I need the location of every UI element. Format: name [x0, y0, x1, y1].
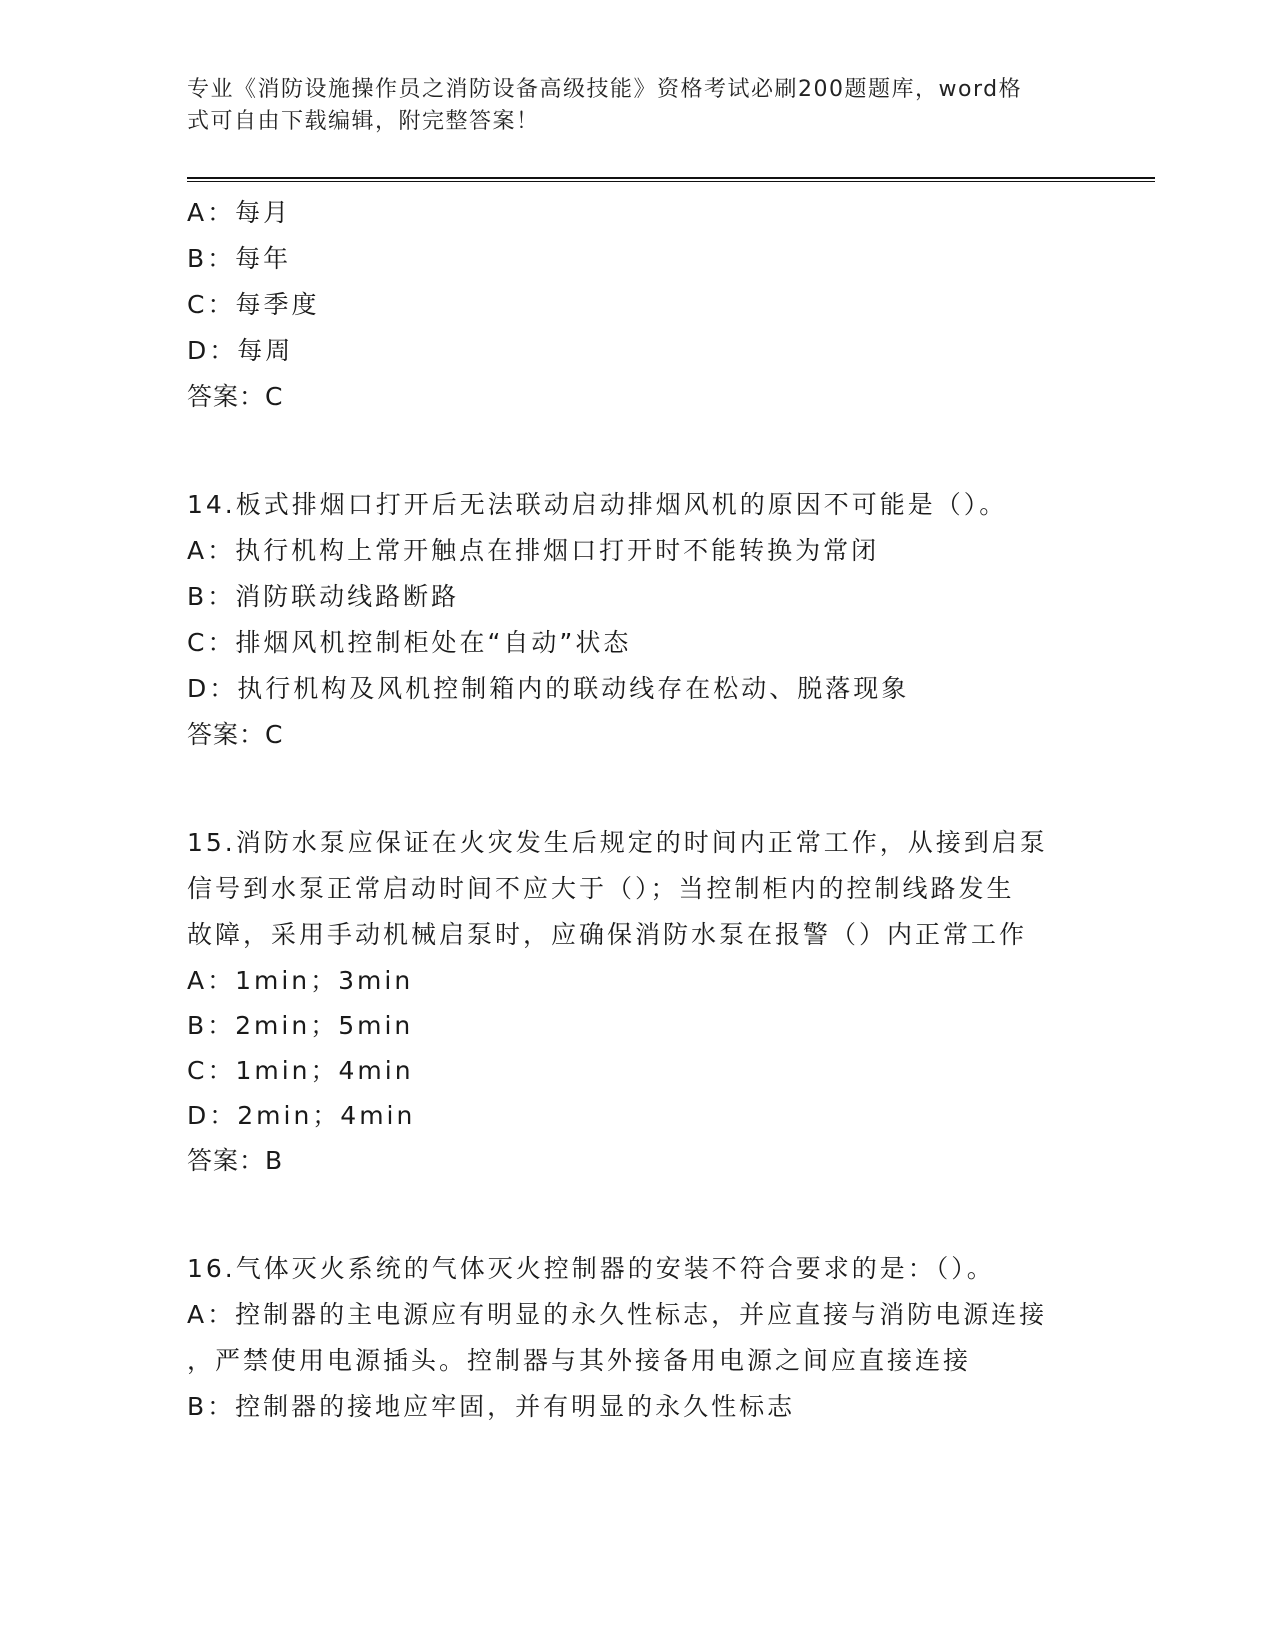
option-d: D：每周 — [187, 336, 294, 365]
header-divider — [187, 177, 1155, 182]
option-b: B：每年 — [187, 244, 292, 273]
question-15 — [187, 820, 1087, 1184]
answer: 答案：C — [187, 382, 284, 411]
option-c: C：1min；4min — [187, 1056, 414, 1085]
option-c: C：每季度 — [187, 290, 320, 319]
question-stem-line-1: 15.消防水泵应保证在火灾发生后规定的时间内正常工作，从接到启泵 — [187, 828, 1048, 857]
option-a: A：执行机构上常开触点在排烟口打开时不能转换为常闭 — [187, 536, 880, 565]
header-line-2: 式可自由下载编辑，附完整答案！ — [187, 109, 540, 134]
option-b: B：控制器的接地应牢固，并有明显的永久性标志 — [187, 1392, 796, 1421]
header-line-1: 专业《消防设施操作员之消防设备高级技能》资格考试必刷200题题库，word格 — [187, 77, 1023, 102]
question-stem-line-3: 故障，采用手动机械启泵时，应确保消防水泵在报警（）内正常工作 — [187, 920, 1028, 949]
option-b: B：消防联动线路断路 — [187, 582, 460, 611]
option-d: D：2min；4min — [187, 1101, 416, 1130]
question-list — [187, 190, 1087, 1430]
question-stem: 14.板式排烟口打开后无法联动启动排烟风机的原因不可能是（）。 — [187, 490, 1008, 519]
question-stem-line-2: 信号到水泵正常启动时间不应大于（）；当控制柜内的控制线路发生 — [187, 874, 1015, 903]
option-a: A：1min；3min — [187, 966, 414, 995]
question-16 — [187, 1246, 1087, 1430]
option-a-continued: ，严禁使用电源插头。控制器与其外接备用电源之间应直接连接 — [187, 1346, 972, 1375]
question-stem: 16.气体灭火系统的气体灭火控制器的安装不符合要求的是：（）。 — [187, 1254, 995, 1283]
option-c: C：排烟风机控制柜处在“自动”状态 — [187, 628, 632, 657]
option-b: B：2min；5min — [187, 1011, 414, 1040]
option-d: D：执行机构及风机控制箱内的联动线存在松动、脱落现象 — [187, 674, 910, 703]
answer: 答案：B — [187, 1146, 284, 1175]
document-header — [187, 74, 1067, 138]
question-13 — [187, 190, 1087, 420]
answer: 答案：C — [187, 720, 284, 749]
question-14 — [187, 482, 1087, 758]
option-a: A：控制器的主电源应有明显的永久性标志，并应直接与消防电源连接 — [187, 1300, 1048, 1329]
option-a: A：每月 — [187, 198, 292, 227]
